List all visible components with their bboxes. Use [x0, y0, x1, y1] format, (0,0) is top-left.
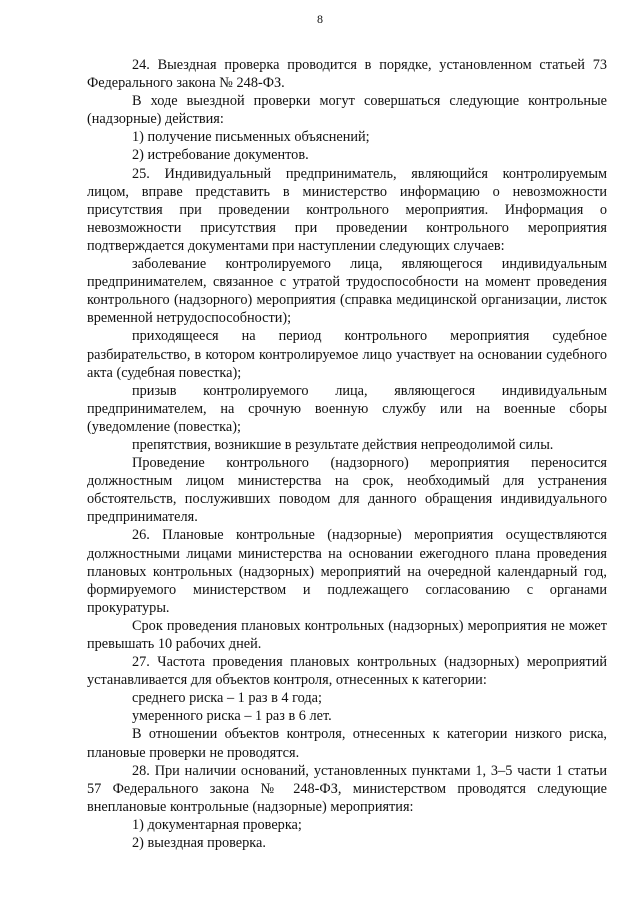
paragraph: приходящееся на период контрольного мероприятия судебное разбирательство, в котором контролируемое лицо участвует на основании судебного акта (судебная повестка); — [87, 328, 607, 381]
paragraph: 28. При наличии оснований, установленных пунктами 1, 3–5 части 1 статьи 57 Федерального закона № 248-ФЗ, министерством проводятся следующие внеплановые контрольные (надзорные) мероприятия: — [87, 762, 607, 815]
paragraph: В ходе выездной проверки могут совершаться следующие контрольные (надзорные) действия: — [87, 93, 607, 128]
paragraph: В отношении объектов контроля, отнесенных к категории низкого риска, плановые проверки не проводятся. — [87, 726, 607, 761]
list-item: 2) истребование документов. — [132, 147, 309, 164]
paragraph: Срок проведения плановых контрольных (надзорных) мероприятия не может превышать 10 рабочих дней. — [87, 617, 607, 652]
list-item: 1) документарная проверка; — [132, 816, 302, 833]
paragraph: 24. Выездная проверка проводится в порядке, установленном статьей 73 Федерального закона № 248-ФЗ. — [87, 57, 607, 92]
paragraph: препятствия, возникшие в результате действия непреодолимой силы. — [132, 436, 554, 453]
list-item: среднего риска – 1 раз в 4 года; — [132, 690, 322, 707]
paragraph: заболевание контролируемого лица, являющегося индивидуальным предпринимателем, связанное с утратой трудоспособности на момент проведения контрольного (надзорного) мероприятия (справка медицинской организации, листок временной нетрудоспособности); — [87, 256, 607, 327]
document-body — [87, 56, 607, 852]
paragraph: 27. Частота проведения плановых контрольных (надзорных) мероприятий устанавливается для объектов контроля, отнесенных к категории: — [87, 654, 607, 689]
list-item: 1) получение письменных объяснений; — [132, 129, 370, 146]
page-number: 8 — [317, 12, 323, 26]
list-item: умеренного риска – 1 раз в 6 лет. — [132, 708, 332, 725]
paragraph: 26. Плановые контрольные (надзорные) мероприятия осуществляются должностными лицами министерства на основании ежегодного плана проведения плановых контрольных (надзорных) мероприятий на очередной календарный год, формируемого министерством и подлежащего согласованию с органами прокуратуры. — [87, 527, 607, 616]
list-item: 2) выездная проверка. — [132, 835, 266, 852]
paragraph: призыв контролируемого лица, являющегося индивидуальным предпринимателем, на срочную военную службу или на военные сборы (уведомление (повестка); — [87, 382, 607, 435]
paragraph: 25. Индивидуальный предприниматель, являющийся контролируемым лицом, вправе представить в министерство информацию о невозможности присутствия при проведении контрольного мероприятия. Информация о невозможности присутствия при проведении контрольного мероприятия подтверждается документами при наступлении следующих случаев: — [87, 165, 607, 254]
paragraph: Проведение контрольного (надзорного) мероприятия переносится должностным лицом министерства на срок, необходимый для устранения обстоятельств, послуживших поводом для данного обращения индивидуального предпринимателя. — [87, 455, 607, 526]
